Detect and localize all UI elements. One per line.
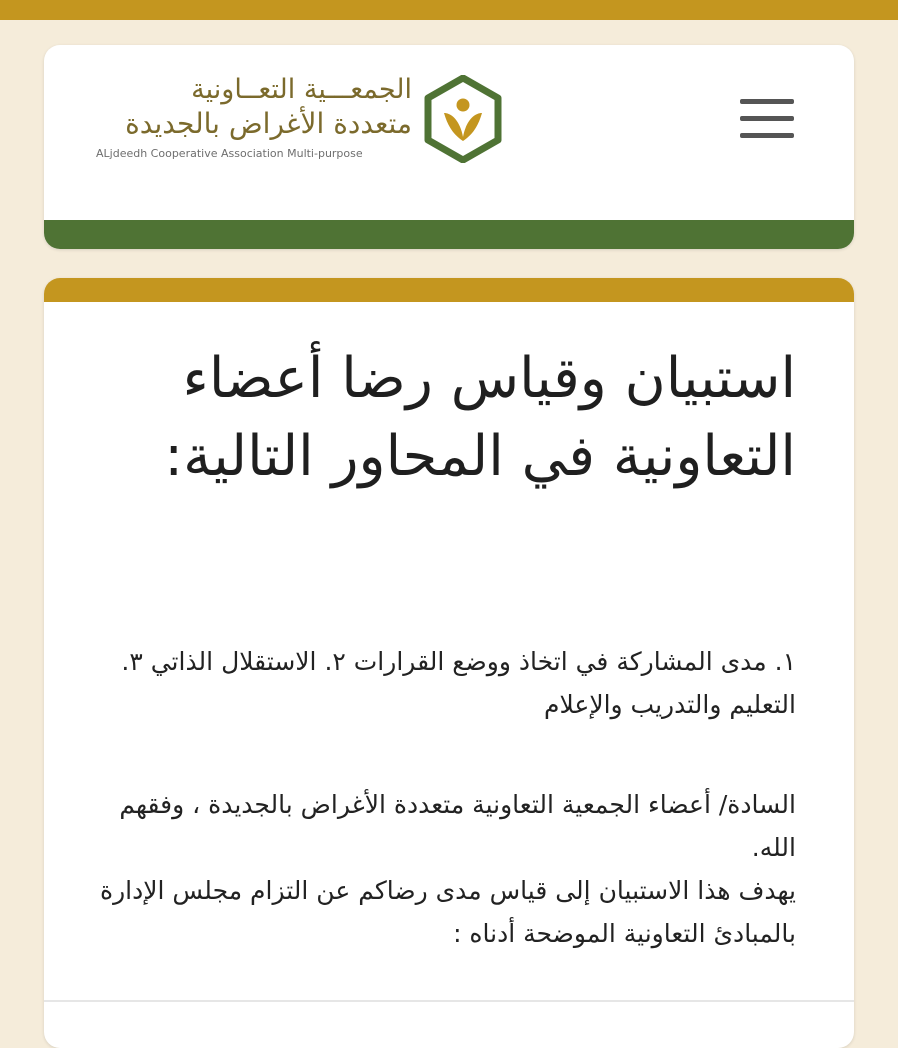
logo-name-english: ALjdeedh Cooperative Association Multi-purpose	[96, 147, 363, 160]
cooperative-emblem-icon	[424, 75, 502, 163]
header-green-bar	[44, 220, 854, 249]
top-accent-strip	[0, 0, 898, 20]
hamburger-menu-icon[interactable]	[740, 97, 794, 141]
logo-name-arabic-line2: متعددة الأغراض بالجديدة	[125, 107, 412, 140]
form-intro-purpose: يهدف هذا الاستبيان إلى قياس مدى رضاكم عن التزام مجلس الإدارة بالمبادئ التعاونية الموضحة أدناه :	[100, 876, 796, 948]
logo-name-arabic-line1: الجمعـــية التعــاونية	[191, 74, 412, 105]
site-header	[44, 45, 854, 249]
form-card	[44, 278, 854, 1048]
form-title: استبيان وقياس رضا أعضاء التعاونية في المحاور التالية:	[164, 346, 796, 489]
logo-text	[88, 73, 412, 160]
form-intro-greeting: السادة/ أعضاء الجمعية التعاونية متعددة الأغراض بالجديدة ، وفقهم الله.	[119, 790, 796, 862]
form-axes-description: ١. مدى المشاركة في اتخاذ ووضع القرارات ٢. الاستقلال الذاتي ٣. التعليم والتدريب والإعلام	[121, 647, 796, 719]
form-intro	[100, 783, 796, 955]
form-card-accent-bar	[44, 278, 854, 302]
form-section-divider	[44, 1000, 854, 1002]
